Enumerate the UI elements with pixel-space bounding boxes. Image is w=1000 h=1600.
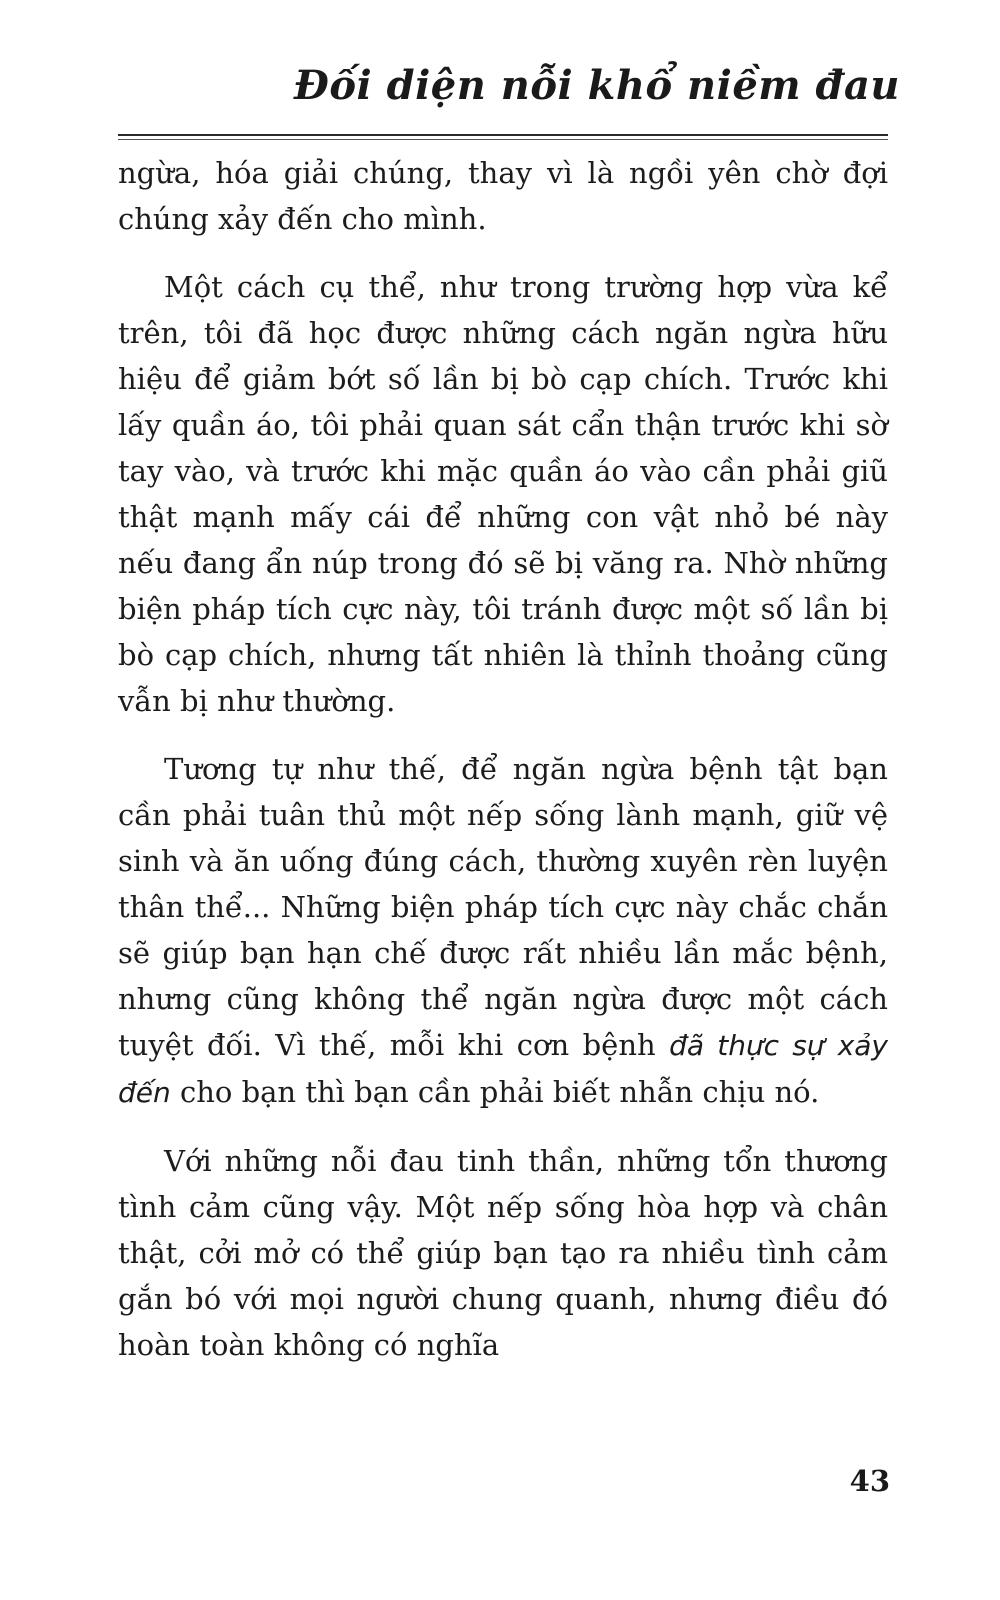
emphasized-phrase: đã thực sự xảy đến <box>118 1029 889 1109</box>
header-rule-secondary <box>118 139 888 140</box>
paragraph-continuation: ngừa, hóa giải chúng, thay vì là ngồi yên chờ đợi chúng xảy đến cho mình. <box>118 156 888 236</box>
header-rule <box>118 134 888 136</box>
page-number: 43 <box>849 1464 890 1498</box>
body-text <box>118 150 888 1390</box>
paragraph <box>118 746 888 1116</box>
paragraph-text: cho bạn thì bạn cần phải biết nhẫn chịu nó. <box>170 1075 820 1109</box>
paragraph-text: Tương tự như thế, để ngăn ngừa bệnh tật bạn cần phải tuân thủ một nếp sống lành mạnh, giữ vệ sinh và ăn uống đúng cách, thường xuyên rèn luyện thân thể... Những biện pháp tích cực này chắc chắn sẽ giúp bạn hạn chế được rất nhiều lần mắc bệnh, nhưng cũng không thể ngăn ngừa được một cách tuyệt đối. Vì thế, mỗi khi cơn bệnh <box>118 752 888 1062</box>
running-header-title: Đối diện nỗi khổ niềm đau <box>293 62 900 109</box>
paragraph: Với những nỗi đau tinh thần, những tổn thương tình cảm cũng vậy. Một nếp sống hòa hợp và chân thật, cởi mở có thể giúp bạn tạo ra nhiều tình cảm gắn bó với mọi người chung quanh, nhưng điều đó hoàn toàn không có nghĩa <box>118 1144 888 1362</box>
paragraph: Một cách cụ thể, như trong trường hợp vừa kể trên, tôi đã học được những cách ngăn ngừa hữu hiệu để giảm bớt số lần bị bò cạp chích. Trước khi lấy quần áo, tôi phải quan sát cẩn thận trước khi sờ tay vào, và trước khi mặc quần áo vào cần phải giũ thật mạnh mấy cái để những con vật nhỏ bé này nếu đang ẩn núp trong đó sẽ bị văng ra. Nhờ những biện pháp tích cực này, tôi tránh được một số lần bị bò cạp chích, nhưng tất nhiên là thỉnh thoảng cũng vẫn bị như thường. <box>118 270 888 718</box>
